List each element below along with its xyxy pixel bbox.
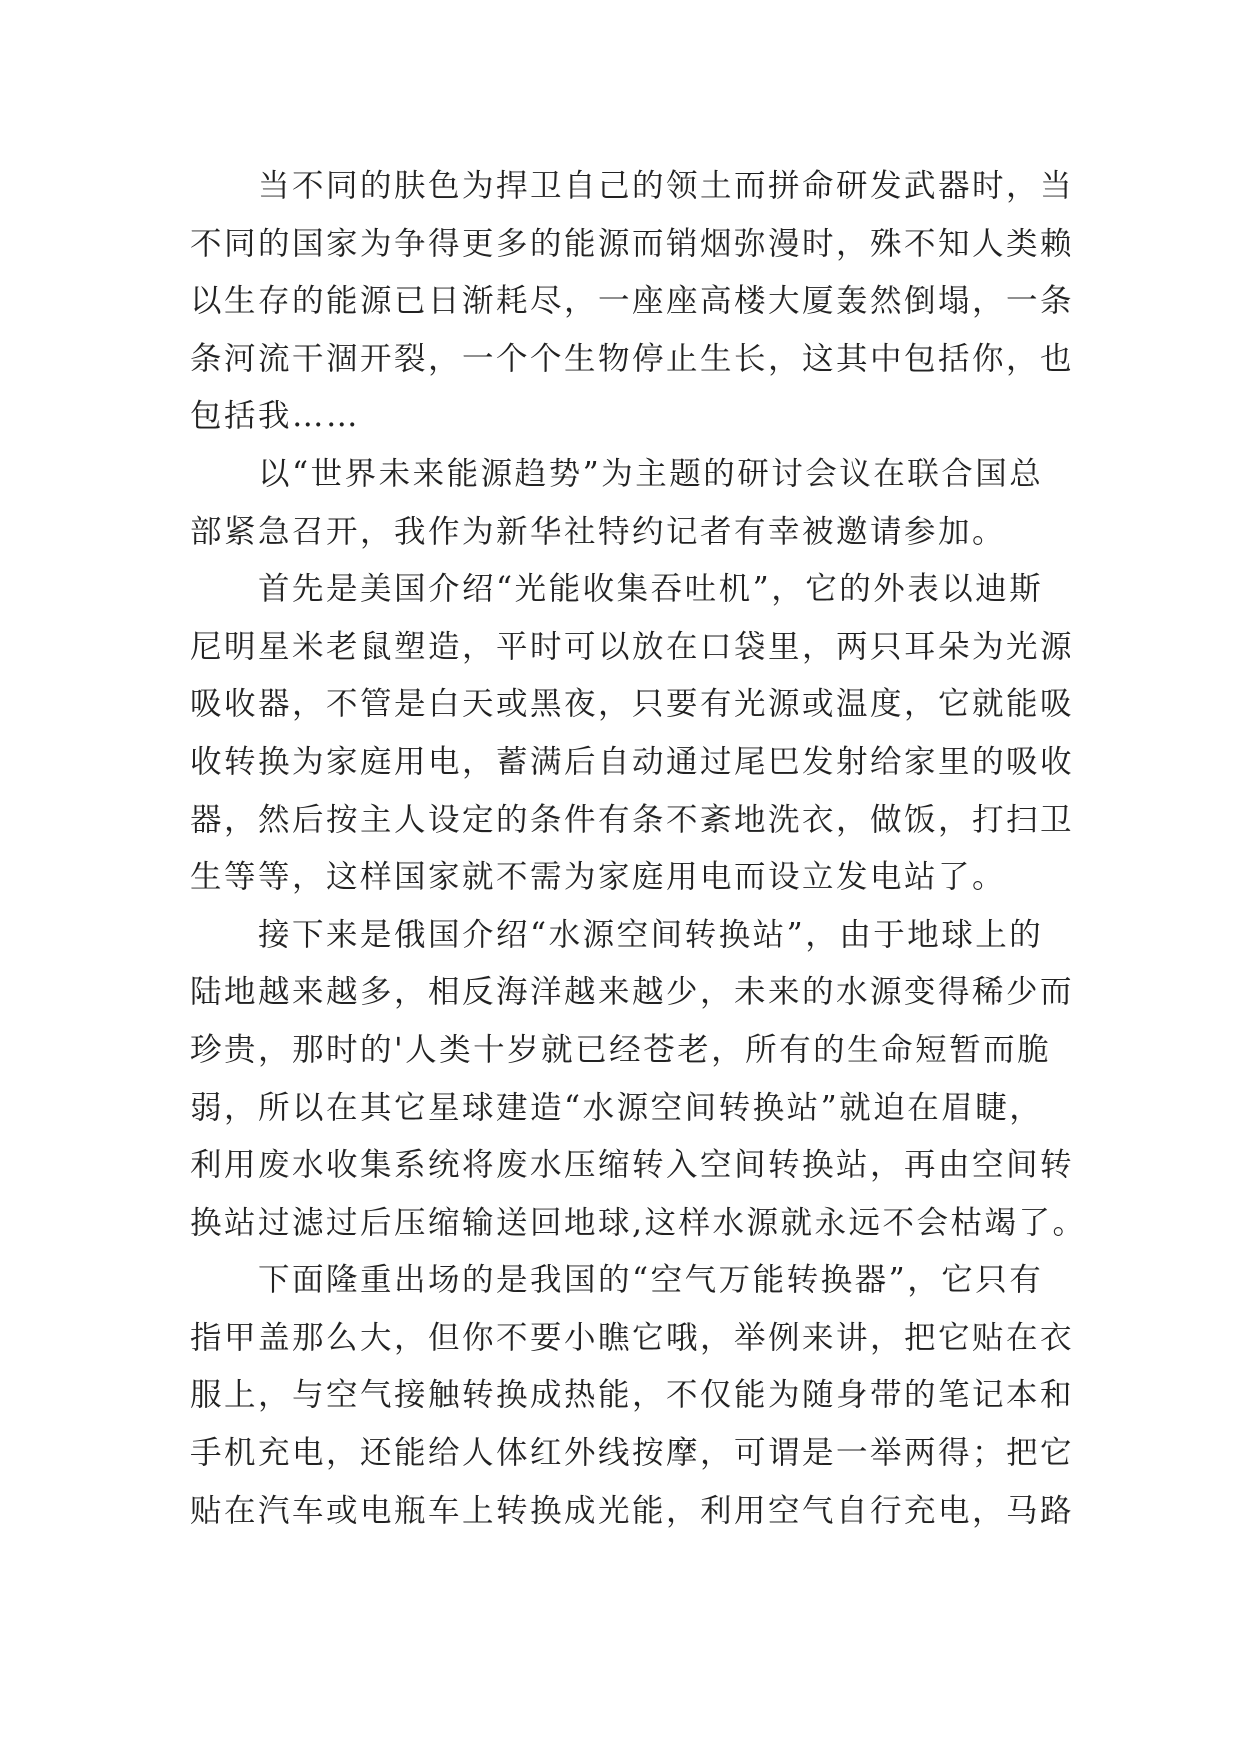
text-line: 生等等，这样国家就不需为家庭用电而设立发电站了。 bbox=[190, 859, 1007, 896]
text-line: 首先是美国介绍“光能收集吞吐机”，它的外表以迪斯 bbox=[190, 571, 1044, 608]
text-line: 利用废水收集系统将废水压缩转入空间转换站，再由空间转 bbox=[190, 1147, 1075, 1184]
text-line: 器，然后按主人设定的条件有条不紊地洗衣，做饭，打扫卫 bbox=[190, 801, 1075, 838]
text-line: 指甲盖那么大，但你不要小瞧它哦，举例来讲，把它贴在衣 bbox=[190, 1319, 1075, 1356]
text-line: 珍贵，那时的'人类十岁就已经苍老，所有的生命短暂而脆 bbox=[190, 1031, 1052, 1068]
document-page bbox=[190, 158, 1087, 1540]
text-line: 以“世界未来能源趋势”为主题的研讨会议在联合国总 bbox=[190, 455, 1044, 492]
paragraph-1 bbox=[190, 158, 1075, 446]
text-line: 以生存的能源已日渐耗尽，一座座高楼大厦轰然倒塌，一条 bbox=[190, 283, 1075, 320]
text-line: 不同的国家为争得更多的能源而销烟弥漫时，殊不知人类赖 bbox=[190, 225, 1075, 262]
text-line: 陆地越来越多，相反海洋越来越少，未来的水源变得稀少而 bbox=[190, 974, 1075, 1011]
text-line: 弱，所以在其它星球建造“水源空间转换站”就迫在眉睫， bbox=[190, 1089, 1044, 1126]
text-line: 换站过滤过后压缩输送回地球,这样水源就永远不会枯竭了。 bbox=[190, 1204, 1087, 1241]
text-line: 接下来是俄国介绍“水源空间转换站”，由于地球上的 bbox=[190, 916, 1044, 953]
text-line: 贴在汽车或电瓶车上转换成光能，利用空气自行充电，马路 bbox=[190, 1492, 1075, 1529]
text-line: 下面隆重出场的是我国的“空气万能转换器”，它只有 bbox=[190, 1262, 1044, 1299]
text-line: 收转换为家庭用电，蓄满后自动通过尾巴发射给家里的吸收 bbox=[190, 743, 1075, 780]
text-line: 条河流干涸开裂，一个个生物停止生长，这其中包括你，也 bbox=[190, 340, 1075, 377]
text-line: 吸收器，不管是白天或黑夜，只要有光源或温度，它就能吸 bbox=[190, 686, 1075, 723]
text-line: 包括我…… bbox=[190, 398, 361, 435]
paragraph-3 bbox=[190, 561, 1075, 907]
paragraph-2 bbox=[190, 446, 1050, 561]
text-line: 尼明星米老鼠塑造，平时可以放在口袋里，两只耳朵为光源 bbox=[190, 628, 1075, 665]
text-line: 手机充电，还能给人体红外线按摩，可谓是一举两得；把它 bbox=[190, 1435, 1075, 1472]
paragraph-5 bbox=[190, 1252, 1075, 1540]
paragraph-4 bbox=[190, 907, 1087, 1253]
text-line: 当不同的肤色为捍卫自己的领土而拼命研发武器时，当 bbox=[190, 168, 1075, 204]
text-line: 部紧急召开，我作为新华社特约记者有幸被邀请参加。 bbox=[190, 513, 1007, 550]
text-line: 服上，与空气接触转换成热能，不仅能为随身带的笔记本和 bbox=[190, 1377, 1075, 1414]
